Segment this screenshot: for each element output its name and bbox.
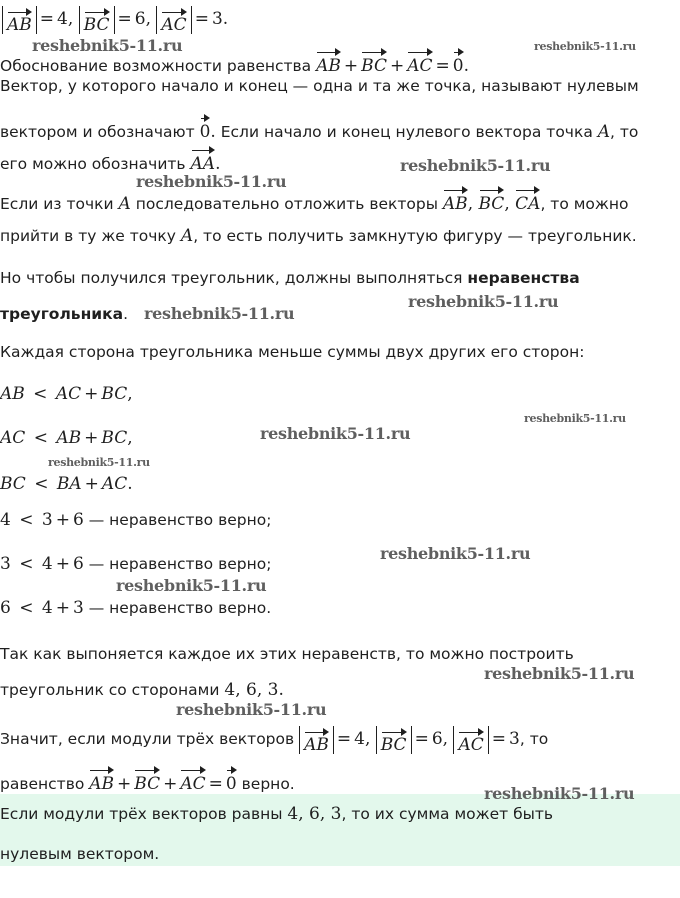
watermark: reshebnik5-11.ru [408, 292, 559, 311]
watermark: reshebnik5-11.ru [400, 156, 551, 175]
so-text-2: равенство AB + BC + AC = 0 верно. [0, 766, 295, 790]
answer-line-2: нулевым вектором. [0, 845, 160, 863]
check-2: 3 < 4 + 6 — неравенство верно; [0, 554, 272, 574]
conclusion-1: Так как выпоняется каждое их этих неравенств, то можно построить [0, 645, 574, 663]
inequality-bc: BC < BA + AC. [0, 474, 133, 494]
triangle-condition-1: Но чтобы получился треугольник, должны выполняться неравенства [0, 269, 580, 287]
answer-line-1: Если модули трёх векторов равны 4, 6, 3, то их сумма может быть [0, 804, 554, 824]
watermark: reshebnik5-11.ru [484, 784, 635, 803]
watermark: reshebnik5-11.ru [116, 576, 267, 595]
watermark: reshebnik5-11.ru [484, 664, 635, 683]
closed-figure-text-1: Если из точки A последовательно отложить векторы AB, BC, CA, то можно [0, 186, 629, 210]
triangle-condition-2: треугольника. [0, 305, 129, 323]
justification-heading: Обоснование возможности равенства AB + BC + AC = 0. [0, 48, 469, 72]
watermark: reshebnik5-11.ru [32, 36, 183, 55]
zero-vector-text-1: Вектор, у которого начало и конец — одна и та же точка, называют нулевым [0, 77, 639, 95]
check-1: 4 < 3 + 6 — неравенство верно; [0, 510, 272, 530]
watermark: reshebnik5-11.ru [524, 412, 626, 425]
zero-vector-text-2: вектором и обозначают 0. Если начало и конец нулевого вектора точка A, то [0, 114, 638, 138]
inequality-ab: AB < AC + BC, [0, 384, 133, 404]
watermark: reshebnik5-11.ru [380, 544, 531, 563]
closed-figure-text-2: прийти в ту же точку A, то есть получить замкнутую фигуру — треугольник. [0, 226, 637, 246]
so-text-1: Значит, если модули трёх векторов AB = 4, BC = 6, AC = 3, то [0, 726, 548, 750]
watermark: reshebnik5-11.ru [136, 172, 287, 191]
watermark: reshebnik5-11.ru [534, 40, 636, 53]
watermark: reshebnik5-11.ru [48, 456, 150, 469]
zero-vector-text-3: его можно обозначить AA. [0, 146, 220, 170]
watermark: reshebnik5-11.ru [144, 304, 295, 323]
inequality-ac: AC < AB + BC, [0, 428, 133, 448]
watermark: reshebnik5-11.ru [260, 424, 411, 443]
watermark: reshebnik5-11.ru [176, 700, 327, 719]
check-3: 6 < 4 + 3 — неравенство верно. [0, 598, 272, 618]
side-rule: Каждая сторона треугольника меньше суммы двух других его сторон: [0, 343, 585, 361]
conclusion-2: треугольник со сторонами 4, 6, 3. [0, 680, 284, 700]
given-moduli: AB = 4, BC = 6, AC = 3. [2, 6, 228, 30]
